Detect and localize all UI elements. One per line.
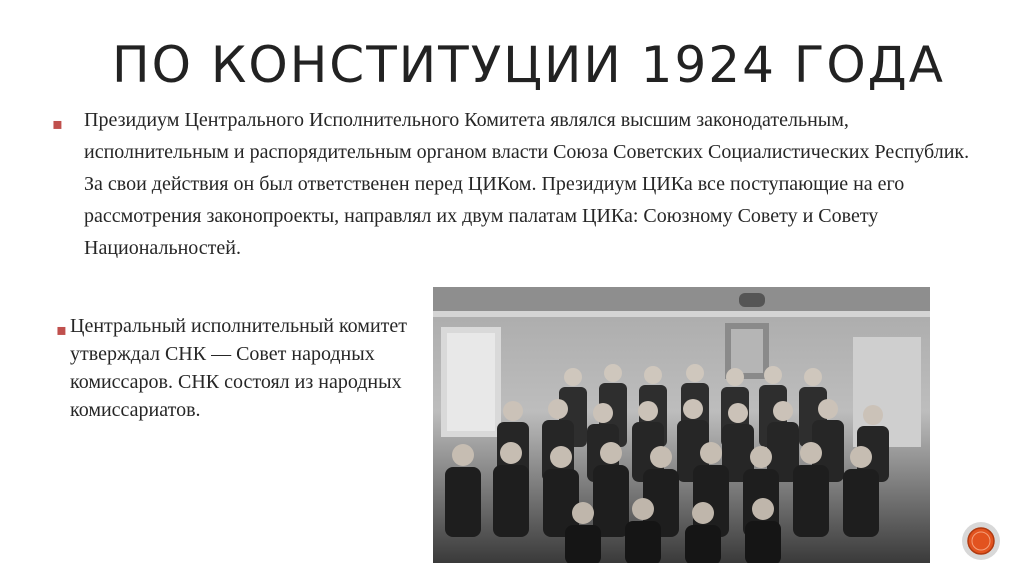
slide-title: ПО КОНСТИТУЦИИ 1924 ГОДА [112, 36, 945, 94]
bullet-text-cik: Центральный исполнительный комитет утверждал СНК — Совет народных комиссаров. СНК состоял из народных комиссариатов. [70, 315, 408, 421]
circle-button-icon [966, 526, 996, 556]
square-bullet-icon: ▪ [52, 114, 63, 133]
square-bullet-icon: ▪ [56, 320, 67, 339]
corner-circle-button[interactable] [962, 522, 1000, 560]
bullet-text-presidium: Президиум Центрального Исполнительного Комитета являлся высшим законодательным, исполнительным и распорядительным органом власти Союза Советских Социалистических Республик. За свои действия он был ответственен перед ЦИКом. Президиум ЦИКа все поступающие на его рассмотрения законопроекты, направлял их двум палатам ЦИКа: Союзному Совету и Совету Национальностей. [84, 109, 970, 259]
group-photo [433, 287, 930, 563]
